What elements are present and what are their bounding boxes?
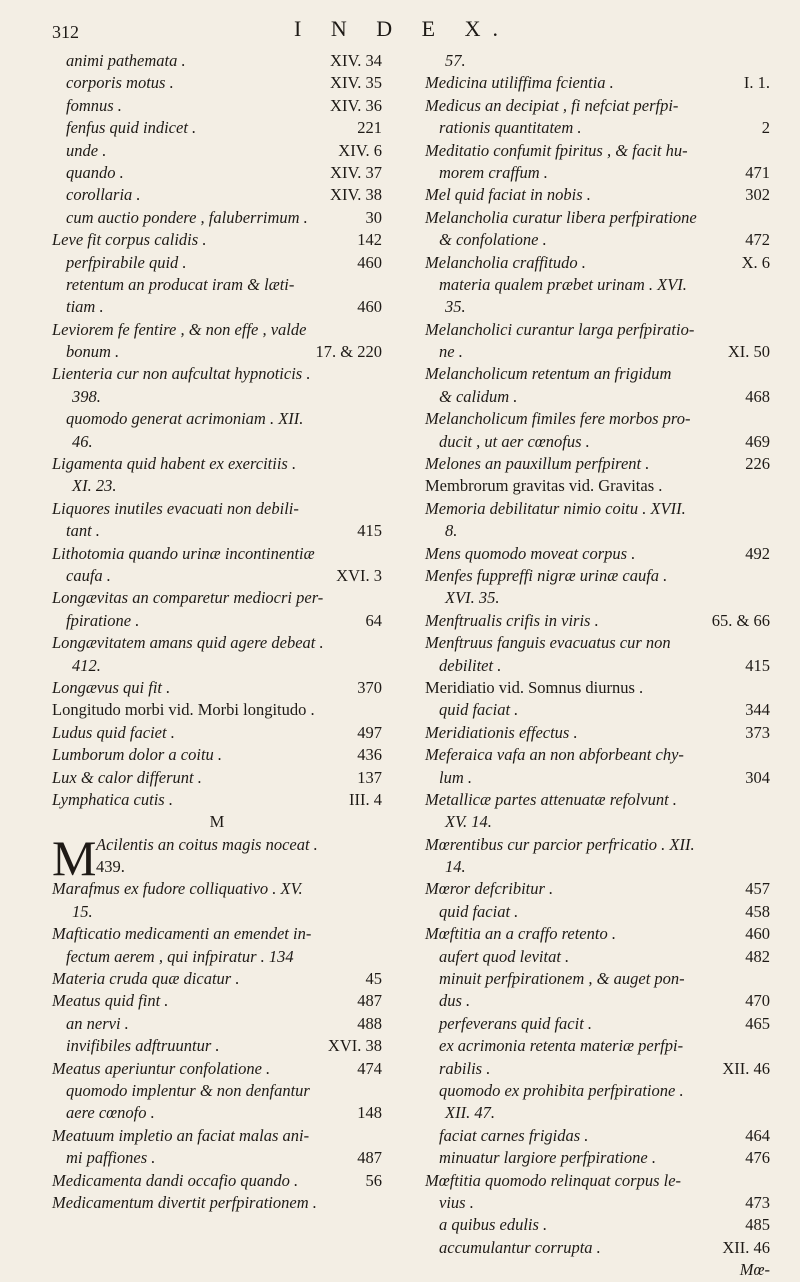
index-entry bbox=[52, 274, 382, 296]
entry-text: accumulantur corrupta . bbox=[439, 1237, 601, 1257]
index-entry bbox=[425, 1102, 770, 1124]
entry-text: Leve fit corpus calidis . bbox=[52, 230, 207, 250]
index-entry bbox=[425, 363, 770, 385]
index-entry bbox=[52, 744, 382, 766]
entry-text: animi pathemata . bbox=[66, 51, 186, 70]
entry-page-ref: XII. 46 bbox=[722, 1058, 770, 1078]
entry-text: quomodo ex prohibita perfpiratione . bbox=[439, 1080, 684, 1100]
entry-text: Longævitatem amans quid agere debeat . bbox=[52, 633, 324, 653]
entry-text: tant . bbox=[66, 521, 100, 541]
index-entry bbox=[52, 498, 382, 520]
entry-text: Melancholici curantur larga perfpiratio- bbox=[425, 319, 695, 339]
entry-text: perfeverans quid facit . bbox=[439, 1013, 593, 1033]
index-entry bbox=[425, 1237, 770, 1259]
entry-page-ref: XIV. 36 bbox=[330, 95, 382, 115]
index-entry bbox=[52, 1013, 382, 1035]
entry-page-ref: 485 bbox=[745, 1215, 770, 1235]
index-entry bbox=[425, 1147, 770, 1169]
entry-page-ref: XIV. 37 bbox=[330, 162, 382, 182]
entry-text: Melancholia curatur libera perfpiratione bbox=[425, 207, 697, 227]
index-entry bbox=[425, 811, 770, 833]
entry-text: invifibiles adftruuntur . bbox=[66, 1036, 220, 1056]
index-entry bbox=[425, 1192, 770, 1214]
index-entry bbox=[425, 95, 770, 117]
entry-page-ref: 457 bbox=[745, 879, 770, 899]
entry-page-ref: 487 bbox=[357, 1148, 382, 1168]
catchword: Mœ- bbox=[739, 1260, 770, 1280]
entry-text: fpiratione . bbox=[66, 610, 140, 630]
index-entry bbox=[52, 565, 382, 587]
index-entry bbox=[52, 431, 382, 453]
index-entry bbox=[52, 923, 382, 945]
entry-text: Membrorum gravitas vid. Gravitas . bbox=[425, 476, 663, 496]
index-entry bbox=[425, 453, 770, 475]
index-entry bbox=[52, 1058, 382, 1080]
entry-page-ref: 470 bbox=[745, 991, 770, 1011]
index-entry bbox=[425, 1058, 770, 1080]
entry-text: Melones an pauxillum perfpirent . bbox=[425, 454, 650, 474]
index-entry bbox=[425, 50, 770, 72]
entry-text: vius . bbox=[439, 1192, 474, 1212]
index-entry bbox=[52, 543, 382, 565]
entry-text: & confolatione . bbox=[439, 230, 547, 250]
index-entry bbox=[425, 498, 770, 520]
entry-text: corollaria . bbox=[66, 185, 141, 205]
entry-page-ref: 221 bbox=[357, 118, 382, 138]
entry-text: fomnus . bbox=[66, 95, 122, 115]
page-title: I N D E X. bbox=[294, 16, 510, 41]
entry-page-ref: 373 bbox=[745, 722, 770, 742]
entry-text: Longævitas an comparetur mediocri per- bbox=[52, 588, 324, 608]
index-entry bbox=[52, 1080, 382, 1102]
index-entry bbox=[52, 632, 382, 654]
entry-page-ref: XIV. 6 bbox=[338, 140, 382, 160]
entry-text: Meridiationis effectus . bbox=[425, 722, 578, 742]
entry-text: Mœftitia quomodo relinquat corpus le- bbox=[425, 1170, 682, 1190]
index-entry bbox=[425, 901, 770, 923]
entry-page-ref: XII. 46 bbox=[722, 1237, 770, 1257]
entry-page-ref: 458 bbox=[745, 901, 770, 921]
index-entry bbox=[52, 229, 382, 251]
entry-page-ref: XI. 50 bbox=[727, 342, 770, 362]
entry-text: Lymphatica cutis . bbox=[52, 789, 173, 809]
entry-text: mi paffiones . bbox=[66, 1148, 156, 1168]
entry-page-ref: XVI. 38 bbox=[327, 1036, 382, 1056]
entry-text: ex acrimonia retenta materiæ perfpi- bbox=[439, 1036, 684, 1056]
index-entry bbox=[425, 946, 770, 968]
entry-page-ref: 469 bbox=[745, 431, 770, 451]
entry-text: Meatuum impletio an faciat malas ani- bbox=[52, 1125, 310, 1145]
index-entry bbox=[52, 117, 382, 139]
entry-page-ref: 436 bbox=[357, 745, 382, 765]
index-entry bbox=[52, 140, 382, 162]
index-entry bbox=[425, 431, 770, 453]
entry-text: Medicamenta dandi occafio quando . bbox=[52, 1170, 299, 1190]
entry-text: caufa . bbox=[66, 565, 111, 585]
index-entry bbox=[425, 1035, 770, 1057]
entry-text: quomodo implentur & non denfantur bbox=[66, 1080, 310, 1100]
entry-page-ref: 474 bbox=[357, 1058, 382, 1078]
entry-page-ref: 472 bbox=[745, 230, 770, 250]
entry-text: Lienteria cur non aufcultat hypnoticis . bbox=[52, 364, 311, 384]
index-entry bbox=[425, 296, 770, 318]
section-letter: M bbox=[209, 812, 225, 832]
entry-text: perfpirabile quid . bbox=[66, 252, 187, 272]
entry-text: aere cœnofo . bbox=[66, 1103, 155, 1123]
entry-text: quid faciat . bbox=[439, 901, 519, 921]
index-entry bbox=[52, 341, 382, 363]
entry-text: faciat carnes frigidas . bbox=[439, 1125, 589, 1145]
entry-text: tiam . bbox=[66, 297, 104, 317]
index-entry bbox=[52, 677, 382, 699]
index-entry bbox=[425, 520, 770, 542]
index-entry bbox=[52, 386, 382, 408]
entry-text: Mafticatio medicamenti an emendet in- bbox=[52, 924, 312, 944]
index-entry bbox=[425, 834, 770, 856]
entry-text: a quibus edulis . bbox=[439, 1215, 548, 1235]
index-entry bbox=[425, 207, 770, 229]
entry-text: Menftruus fanguis evacuatus cur non bbox=[425, 633, 671, 653]
entry-text: ducit , ut aer cœnofus . bbox=[439, 431, 590, 451]
right-entries-m bbox=[425, 50, 770, 1259]
entry-text: rationis quantitatem . bbox=[439, 118, 582, 138]
index-entry bbox=[425, 1170, 770, 1192]
entry-text: Melancholia craffitudo . bbox=[425, 252, 586, 272]
index-entry bbox=[52, 1170, 382, 1192]
entry-text: Medicus an decipiat , fi nefciat perfpi- bbox=[425, 95, 679, 115]
entry-text: Ludus quid faciet . bbox=[52, 722, 175, 742]
index-entry bbox=[52, 1147, 382, 1169]
index-entry bbox=[425, 610, 770, 632]
entry-text: Mœror defcribitur . bbox=[425, 879, 554, 899]
index-entry bbox=[52, 475, 382, 497]
entry-text: Lumborum dolor a coitu . bbox=[52, 745, 223, 765]
left-entries-l bbox=[52, 50, 382, 811]
entry-page-ref: 370 bbox=[357, 677, 382, 697]
entry-text: Medicamentum divertit perfpirationem . bbox=[52, 1192, 317, 1212]
entry-text: retentum an producat iram & læti- bbox=[66, 274, 295, 294]
index-entry bbox=[425, 789, 770, 811]
index-entry bbox=[52, 587, 382, 609]
index-entry bbox=[425, 699, 770, 721]
entry-text: XVI. 35. bbox=[445, 588, 500, 608]
entry-text: 412. bbox=[72, 655, 101, 675]
entry-text: Meditatio confumit fpiritus , & facit hu- bbox=[425, 140, 688, 160]
index-entry bbox=[425, 632, 770, 654]
index-entry bbox=[52, 1102, 382, 1124]
entry-text: Longitudo morbi vid. Morbi longitudo . bbox=[52, 700, 315, 720]
index-entry bbox=[52, 901, 382, 923]
index-entry bbox=[425, 408, 770, 430]
page-header bbox=[52, 16, 752, 46]
entry-page-ref: 226 bbox=[745, 454, 770, 474]
entry-page-ref: 17. & 220 bbox=[315, 342, 382, 362]
index-entry bbox=[425, 274, 770, 296]
entry-text: Lux & calor differunt . bbox=[52, 767, 202, 787]
index-entry bbox=[52, 50, 382, 72]
entry-text: lum . bbox=[439, 767, 472, 787]
entry-page-ref: 302 bbox=[745, 185, 770, 205]
entry-page-ref: 482 bbox=[745, 946, 770, 966]
drop-entry-line1: Acilentis an coitus magis noceat . bbox=[96, 834, 318, 854]
entry-page-ref: 2 bbox=[761, 118, 770, 138]
entry-page-ref: 45 bbox=[365, 969, 382, 989]
entry-text: 46. bbox=[72, 431, 93, 451]
entry-text: 398. bbox=[72, 386, 101, 406]
entry-text: morem craffum . bbox=[439, 162, 548, 182]
index-entry bbox=[425, 1080, 770, 1102]
index-entry bbox=[52, 1192, 382, 1214]
page-number: 312 bbox=[52, 22, 79, 42]
entry-page-ref: X. 6 bbox=[741, 252, 770, 272]
index-entry bbox=[52, 95, 382, 117]
entry-text: Menfes fuppreffi nigræ urinæ caufa . bbox=[425, 565, 668, 585]
index-entry bbox=[425, 856, 770, 878]
entry-text: & calidum . bbox=[439, 386, 518, 406]
index-entry bbox=[52, 184, 382, 206]
entry-text: cum auctio pondere , faluberrimum . bbox=[66, 207, 308, 227]
index-entry bbox=[52, 946, 382, 968]
right-column bbox=[425, 50, 770, 1281]
index-entry bbox=[52, 655, 382, 677]
entry-text: Meatus quid fint . bbox=[52, 991, 169, 1011]
index-entry bbox=[52, 1125, 382, 1147]
index-entry bbox=[52, 520, 382, 542]
index-entry bbox=[52, 1035, 382, 1057]
index-entry bbox=[425, 722, 770, 744]
entry-page-ref: XIV. 35 bbox=[330, 73, 382, 93]
entry-page-ref: 415 bbox=[357, 521, 382, 541]
entry-page-ref: 64 bbox=[365, 610, 382, 630]
drop-entry-line2: 439. bbox=[96, 857, 125, 877]
index-entry bbox=[425, 1214, 770, 1236]
drop-cap: M bbox=[52, 829, 97, 886]
entry-text: bonum . bbox=[66, 342, 120, 362]
entry-text: Meatus aperiuntur confolatione . bbox=[52, 1058, 271, 1078]
index-entry bbox=[52, 72, 382, 94]
index-entry bbox=[52, 990, 382, 1012]
index-entry bbox=[425, 744, 770, 766]
entry-text: 15. bbox=[72, 901, 93, 921]
entry-text: 35. bbox=[445, 297, 466, 317]
entry-text: debilitet . bbox=[439, 655, 502, 675]
index-entry bbox=[52, 968, 382, 990]
index-entry bbox=[52, 878, 382, 900]
entry-text: Meferaica vafa an non abforbeant chy- bbox=[425, 745, 684, 765]
index-entry bbox=[425, 543, 770, 565]
index-entry bbox=[425, 229, 770, 251]
entry-text: Melancholicum retentum an frigidum bbox=[425, 364, 672, 384]
entry-page-ref: 304 bbox=[745, 767, 770, 787]
entry-page-ref: 344 bbox=[745, 700, 770, 720]
entry-text: corporis motus . bbox=[66, 73, 174, 93]
entry-text: minuatur largiore perfpiratione . bbox=[439, 1148, 656, 1168]
entry-text: Memoria debilitatur nimio coitu . XVII. bbox=[425, 498, 686, 518]
entry-text: Leviorem fe fentire , & non effe , valde bbox=[52, 319, 307, 339]
entry-text: quid faciat . bbox=[439, 700, 519, 720]
index-entry bbox=[425, 184, 770, 206]
entry-text: fenfus quid indicet . bbox=[66, 118, 197, 138]
entry-page-ref: 137 bbox=[357, 767, 382, 787]
index-entry bbox=[52, 162, 382, 184]
entry-text: XV. 14. bbox=[445, 812, 492, 832]
entry-page-ref: XIV. 34 bbox=[330, 51, 382, 70]
index-entry bbox=[425, 677, 770, 699]
index-entry bbox=[52, 363, 382, 385]
entry-page-ref: 488 bbox=[357, 1013, 382, 1033]
index-entry bbox=[425, 386, 770, 408]
entry-text: rabilis . bbox=[439, 1058, 491, 1078]
entry-page-ref: 148 bbox=[357, 1103, 382, 1123]
entry-text: ne . bbox=[439, 342, 463, 362]
index-entry bbox=[425, 72, 770, 94]
entry-text: quomodo generat acrimoniam . XII. bbox=[66, 409, 304, 429]
entry-text: Liquores inutiles evacuati non debili- bbox=[52, 498, 299, 518]
entry-page-ref: 497 bbox=[357, 722, 382, 742]
entry-page-ref: 415 bbox=[745, 655, 770, 675]
entry-text: Menftrualis crifis in viris . bbox=[425, 610, 599, 630]
index-entry bbox=[425, 968, 770, 990]
entry-page-ref: III. 4 bbox=[349, 789, 382, 809]
entry-text: Mœrentibus cur parcior perfricatio . XII. bbox=[425, 834, 695, 854]
index-entry bbox=[425, 923, 770, 945]
entry-page-ref: 56 bbox=[365, 1170, 382, 1190]
index-entry bbox=[425, 878, 770, 900]
entry-text: quando . bbox=[66, 162, 124, 182]
entry-text: Meridiatio vid. Somnus diurnus . bbox=[425, 677, 644, 697]
entry-page-ref: I. 1. bbox=[743, 73, 770, 93]
entry-page-ref: 473 bbox=[745, 1192, 770, 1212]
entry-page-ref: 468 bbox=[745, 386, 770, 406]
index-entry bbox=[425, 587, 770, 609]
entry-page-ref: 464 bbox=[745, 1125, 770, 1145]
entry-text: 14. bbox=[445, 857, 466, 877]
entry-text: aufert quod levitat . bbox=[439, 946, 570, 966]
entry-page-ref: 476 bbox=[745, 1148, 770, 1168]
index-entry bbox=[425, 767, 770, 789]
index-entry bbox=[425, 565, 770, 587]
left-column bbox=[52, 50, 382, 1214]
entry-text: Materia cruda quæ dicatur . bbox=[52, 969, 240, 989]
entry-text: Melancholicum fimiles fere morbos pro- bbox=[425, 409, 691, 429]
entry-text: Ligamenta quid habent ex exercitiis . bbox=[52, 454, 297, 474]
left-entries-m bbox=[52, 878, 382, 1214]
index-entry bbox=[52, 252, 382, 274]
entry-text: XII. 47. bbox=[445, 1103, 495, 1123]
index-entry bbox=[425, 117, 770, 139]
entry-page-ref: 460 bbox=[745, 924, 770, 944]
entry-text: materia qualem præbet urinam . XVI. bbox=[439, 274, 687, 294]
drop-cap-entry bbox=[52, 829, 382, 886]
entry-page-ref: 460 bbox=[357, 297, 382, 317]
index-entry bbox=[52, 296, 382, 318]
index-entry bbox=[52, 767, 382, 789]
index-entry bbox=[425, 319, 770, 341]
index-entry bbox=[425, 140, 770, 162]
index-entry bbox=[52, 207, 382, 229]
index-entry bbox=[52, 699, 382, 721]
index-entry bbox=[52, 453, 382, 475]
entry-page-ref: 460 bbox=[357, 252, 382, 272]
index-entry bbox=[425, 252, 770, 274]
index-entry bbox=[425, 655, 770, 677]
entry-page-ref: 65. & 66 bbox=[711, 610, 770, 630]
entry-text: minuit perfpirationem , & auget pon- bbox=[439, 969, 685, 989]
entry-text: unde . bbox=[66, 140, 107, 160]
entry-text: Marafmus ex fudore colliquativo . XV. bbox=[52, 879, 303, 899]
entry-page-ref: 142 bbox=[357, 230, 382, 250]
entry-text: dus . bbox=[439, 991, 471, 1011]
index-entry bbox=[425, 341, 770, 363]
index-entry bbox=[52, 319, 382, 341]
entry-text: Metallicæ partes attenuatæ refolvunt . bbox=[425, 789, 677, 809]
entry-text: Medicina utiliffima fcientia . bbox=[425, 73, 614, 93]
entry-page-ref: 465 bbox=[745, 1013, 770, 1033]
index-entry bbox=[425, 1013, 770, 1035]
entry-text: Mens quomodo moveat corpus . bbox=[425, 543, 636, 563]
index-entry bbox=[425, 990, 770, 1012]
index-entry bbox=[52, 789, 382, 811]
entry-text: XI. 23. bbox=[72, 476, 117, 496]
index-entry bbox=[52, 722, 382, 744]
entry-text: Longævus qui fit . bbox=[52, 677, 171, 697]
entry-text: Mel quid faciat in nobis . bbox=[425, 185, 591, 205]
entry-page-ref: XVI. 3 bbox=[336, 565, 382, 585]
entry-page-ref: XIV. 38 bbox=[330, 185, 382, 205]
index-entry bbox=[52, 610, 382, 632]
index-entry bbox=[52, 408, 382, 430]
index-entry bbox=[425, 1125, 770, 1147]
entry-text: fectum aerem , qui infpiratur . 134 bbox=[66, 946, 294, 966]
entry-page-ref: 487 bbox=[357, 991, 382, 1011]
entry-text: 8. bbox=[445, 521, 458, 541]
entry-page-ref: 471 bbox=[745, 162, 770, 182]
entry-text: Mœftitia an a craffo retento . bbox=[425, 924, 616, 944]
entry-text: Lithotomia quando urinæ incontinentiæ bbox=[52, 543, 315, 563]
index-entry bbox=[425, 162, 770, 184]
entry-text: an nervi . bbox=[66, 1013, 129, 1033]
index-entry bbox=[425, 475, 770, 497]
entry-page-ref: 492 bbox=[745, 543, 770, 563]
entry-page-ref: 30 bbox=[365, 207, 382, 227]
entry-text: 57. bbox=[445, 51, 466, 70]
